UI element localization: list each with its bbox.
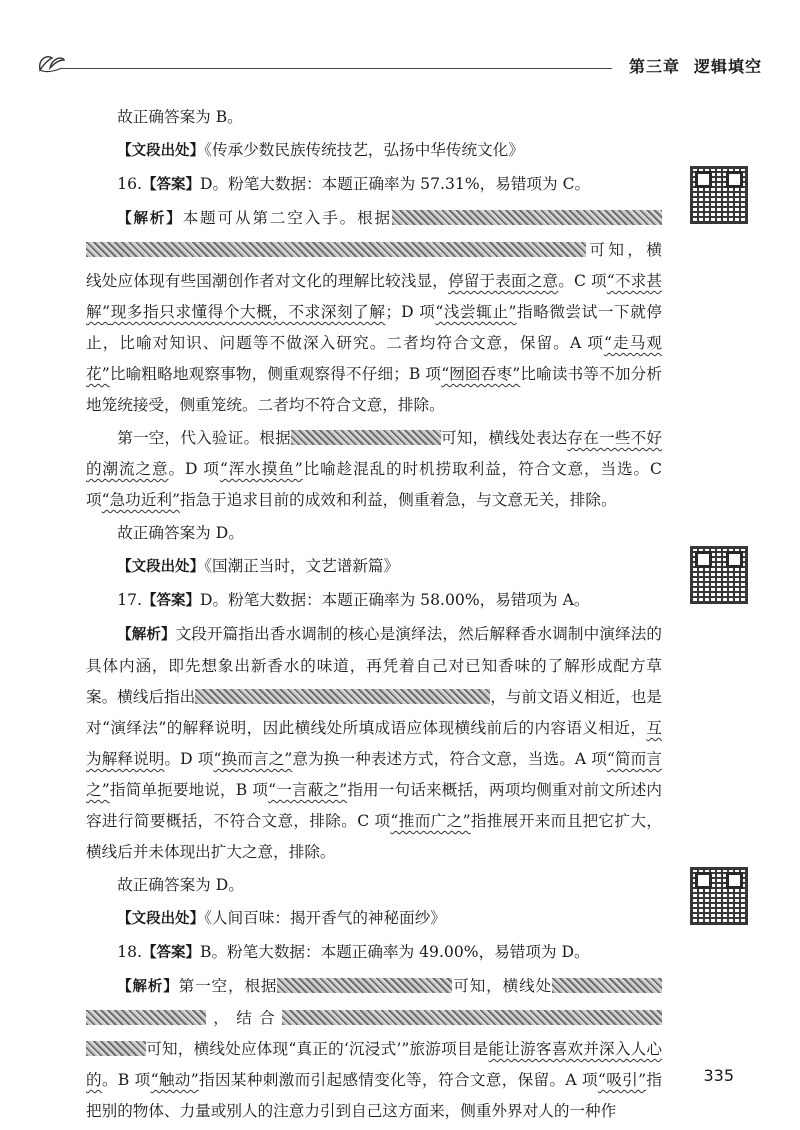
analysis-text: ，结合 [206, 1009, 282, 1027]
page-number: 335 [703, 1066, 734, 1085]
leaf-icon [36, 50, 66, 76]
emphasis-text: “浅尝辄止” [435, 303, 517, 321]
analysis-text: 指把别的物体、力量或别人的注意力引到自己这方面来，侧重外界对人的一种作 [86, 1071, 662, 1120]
q18-answer [86, 937, 662, 969]
obscured-quote [282, 1010, 662, 1025]
emphasis-text: 互为解释说明 [86, 719, 662, 768]
emphasis-text: “囫囵吞枣” [441, 365, 521, 383]
obscured-quote [195, 689, 490, 704]
emphasis-text: “走马观花” [86, 334, 662, 383]
obscured-quote [291, 430, 441, 445]
q18-analysis [86, 971, 662, 1127]
answer-text: D。粉笔大数据：本题正确率为 57.31%，易错项为 C。 [200, 175, 591, 193]
analysis-text: 可知，横线处表达 [440, 429, 568, 447]
analysis-label: 【解析】 [117, 979, 179, 995]
analysis-text: 比喻读书等不加分析地笼统接受，侧重笼统。二者均不符合文意，排除。 [86, 365, 662, 414]
answer-label: 【答案】 [142, 177, 200, 193]
analysis-text: 第一空，代入验证。根据 [117, 429, 291, 447]
obscured-quote [277, 978, 452, 993]
analysis-text: 可知，横线处应体现“真正的‘沉浸式’”旅游项目是 [146, 1040, 489, 1058]
header-rule [62, 68, 612, 69]
answer-label: 【答案】 [142, 593, 200, 609]
source-line [86, 135, 662, 167]
answer-line: 故正确答案为 D。 [117, 876, 244, 894]
analysis-text: 意为换一种表述方式，符合文意，当选。A 项 [292, 750, 607, 768]
analysis-text: 比喻粗略地观察事物，侧重观察得不仔细；B 项 [109, 365, 442, 383]
emphasis-text: 能让游客喜欢并深入人心的 [86, 1040, 662, 1089]
q17-analysis [86, 619, 662, 868]
source-title: 《传承少数民族传统技艺，弘扬中华传统文化》 [204, 141, 524, 159]
analysis-text: 。D 项 [164, 750, 214, 768]
obscured-quote [86, 242, 586, 257]
analysis-text: 比喻趁混乱的时机捞取利益，符合文意，当选。C 项 [86, 460, 662, 509]
q17-answer [86, 585, 662, 617]
obscured-quote [86, 1010, 206, 1025]
source-title: 《人间百味：揭开香气的神秘面纱》 [204, 909, 446, 927]
obscured-quote [392, 210, 662, 225]
analysis-text: ，与前文语义相近，也是对“演绎法”的解释说明，因此横线处所填成语应体现横线前后的内容语义相近， [86, 688, 662, 737]
q16-analysis [86, 203, 662, 421]
analysis-text: ；D 项 [385, 303, 436, 321]
obscured-quote [552, 978, 662, 993]
answer-text: B。粉笔大数据：本题正确率为 49.00%，易错项为 D。 [200, 943, 590, 961]
source-title: 《国潮正当时，文艺谱新篇》 [204, 557, 400, 575]
analysis-text: 指用一句话来概括，两项均侧重对前文所述内容进行简要概括，不符合文意，排除。C 项 [86, 781, 662, 830]
emphasis-text: “触动” [150, 1071, 199, 1089]
analysis-text: 指急于追求目前的成效和利益，侧重着急，与文意无关，排除。 [179, 491, 617, 509]
analysis-text: 可知，横线处应体现有些国潮创作者对文化的理解比较浅显， [86, 241, 662, 290]
answer-line: 故正确答案为 D。 [117, 524, 244, 542]
analysis-text: 指推展开来而且把它扩大，横线后并未体现出扩大之意，排除。 [86, 812, 662, 861]
emphasis-text: “简而言之” [86, 750, 662, 799]
source-label: 【文段出处】 [117, 559, 205, 575]
analysis-text: 。D 项 [168, 460, 220, 478]
obscured-quote [86, 1041, 146, 1056]
chapter-number: 第三章 [628, 57, 680, 76]
analysis-label: 【解析】 [117, 627, 176, 643]
analysis-text: 文段开篇指出香水调制的核心是演绎法，然后解释香水调制中演绎法的具体内涵，即先想象出新香水的味道，再凭着自己对已知香味的了解形成配方草案。横线后指出 [86, 625, 662, 706]
source-line [86, 903, 662, 935]
qr-code-q18[interactable] [690, 867, 748, 925]
analysis-label: 【解析】 [117, 211, 183, 227]
emphasis-text: “不求甚解” [86, 272, 662, 321]
answer-text: D。粉笔大数据：本题正确率为 58.00%，易错项为 A。 [200, 591, 590, 609]
emphasis-text: 现多指只求懂得个大概，不求深刻了解 [110, 303, 386, 321]
analysis-text: 第一空，根据 [178, 977, 278, 995]
question-number: 16. [117, 175, 142, 193]
analysis-text: 。B 项 [101, 1071, 151, 1089]
chapter-heading [629, 54, 762, 77]
answer-line: 故正确答案为 B。 [117, 108, 243, 126]
emphasis-text: 停留于表面之意 [448, 272, 559, 290]
emphasis-text: “浑水摸鱼” [219, 460, 303, 478]
page-content [86, 102, 662, 1129]
source-line [86, 551, 662, 583]
q16-answer [86, 169, 662, 201]
analysis-text: 指因某种刺激而引起感情变化等，符合文意，保留。A 项 [198, 1071, 598, 1089]
emphasis-text: “急功近利” [101, 491, 180, 509]
chapter-title: 逻辑填空 [693, 57, 762, 76]
qr-code-q17[interactable] [690, 546, 748, 604]
analysis-text: 。C 项 [558, 272, 607, 290]
source-label: 【文段出处】 [117, 911, 205, 927]
analysis-text: 本题可从第二空入手。根据 [182, 209, 392, 227]
source-label: 【文段出处】 [117, 143, 205, 159]
question-number: 18. [117, 943, 142, 961]
qr-code-q16[interactable] [690, 166, 748, 224]
analysis-text: 可知，横线处 [452, 977, 552, 995]
answer-label: 【答案】 [142, 945, 200, 961]
analysis-text: 指略微尝试一下就停止，比喻对知识、问题等不做深入研究。二者均符合文意，保留。A 项 [86, 303, 662, 352]
emphasis-text: “推而广之” [390, 812, 471, 830]
emphasis-text: “一言蔽之” [268, 781, 348, 799]
emphasis-text: “换而言之” [213, 750, 293, 768]
q16-analysis-2 [86, 423, 662, 516]
page-header [36, 44, 762, 84]
emphasis-text: “吸引” [597, 1071, 647, 1089]
analysis-text: 指简单扼要地说，B 项 [109, 781, 269, 799]
emphasis-text: 存在一些不好的潮流之意 [86, 429, 662, 478]
question-number: 17. [117, 591, 142, 609]
